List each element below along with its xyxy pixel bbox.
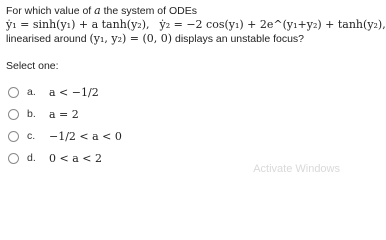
- option-a[interactable]: [6, 81, 306, 103]
- option-c[interactable]: [6, 125, 306, 147]
- equilibrium-point: (y₁, y₂) = (0, 0): [89, 32, 173, 45]
- option-answer: a < −1/2: [49, 85, 99, 99]
- radio-button[interactable]: [8, 87, 19, 98]
- equation-1: ẏ₁ = sinh(y₁) + a tanh(y₂),: [6, 18, 150, 31]
- option-b[interactable]: [6, 103, 306, 125]
- question-line-3: linearised around (y₁, y₂) = (0, 0) displays an unstable focus?: [6, 32, 305, 45]
- option-letter: c.: [27, 130, 36, 142]
- question-line-1: For which value of a the system of ODEs: [6, 4, 197, 17]
- radio-button[interactable]: [8, 109, 19, 120]
- option-answer: a = 2: [49, 107, 79, 121]
- radio-button[interactable]: [8, 131, 19, 142]
- equation-2: ẏ₂ = −2 cos(y₁) + 2e^(y₁+y₂) + tanh(y₂),: [159, 18, 386, 31]
- option-letter: d.: [27, 152, 36, 164]
- option-answer: 0 < a < 2: [49, 151, 102, 165]
- option-answer: −1/2 < a < 0: [49, 129, 122, 143]
- question-text: [6, 4, 386, 46]
- option-letter: b.: [27, 108, 36, 120]
- ode-system: [6, 18, 386, 32]
- option-letter: a.: [27, 86, 36, 98]
- radio-button[interactable]: [8, 153, 19, 164]
- activate-windows-watermark: Activate Windows: [253, 163, 340, 175]
- select-one-label: Select one:: [6, 60, 59, 72]
- answer-options: [6, 81, 306, 169]
